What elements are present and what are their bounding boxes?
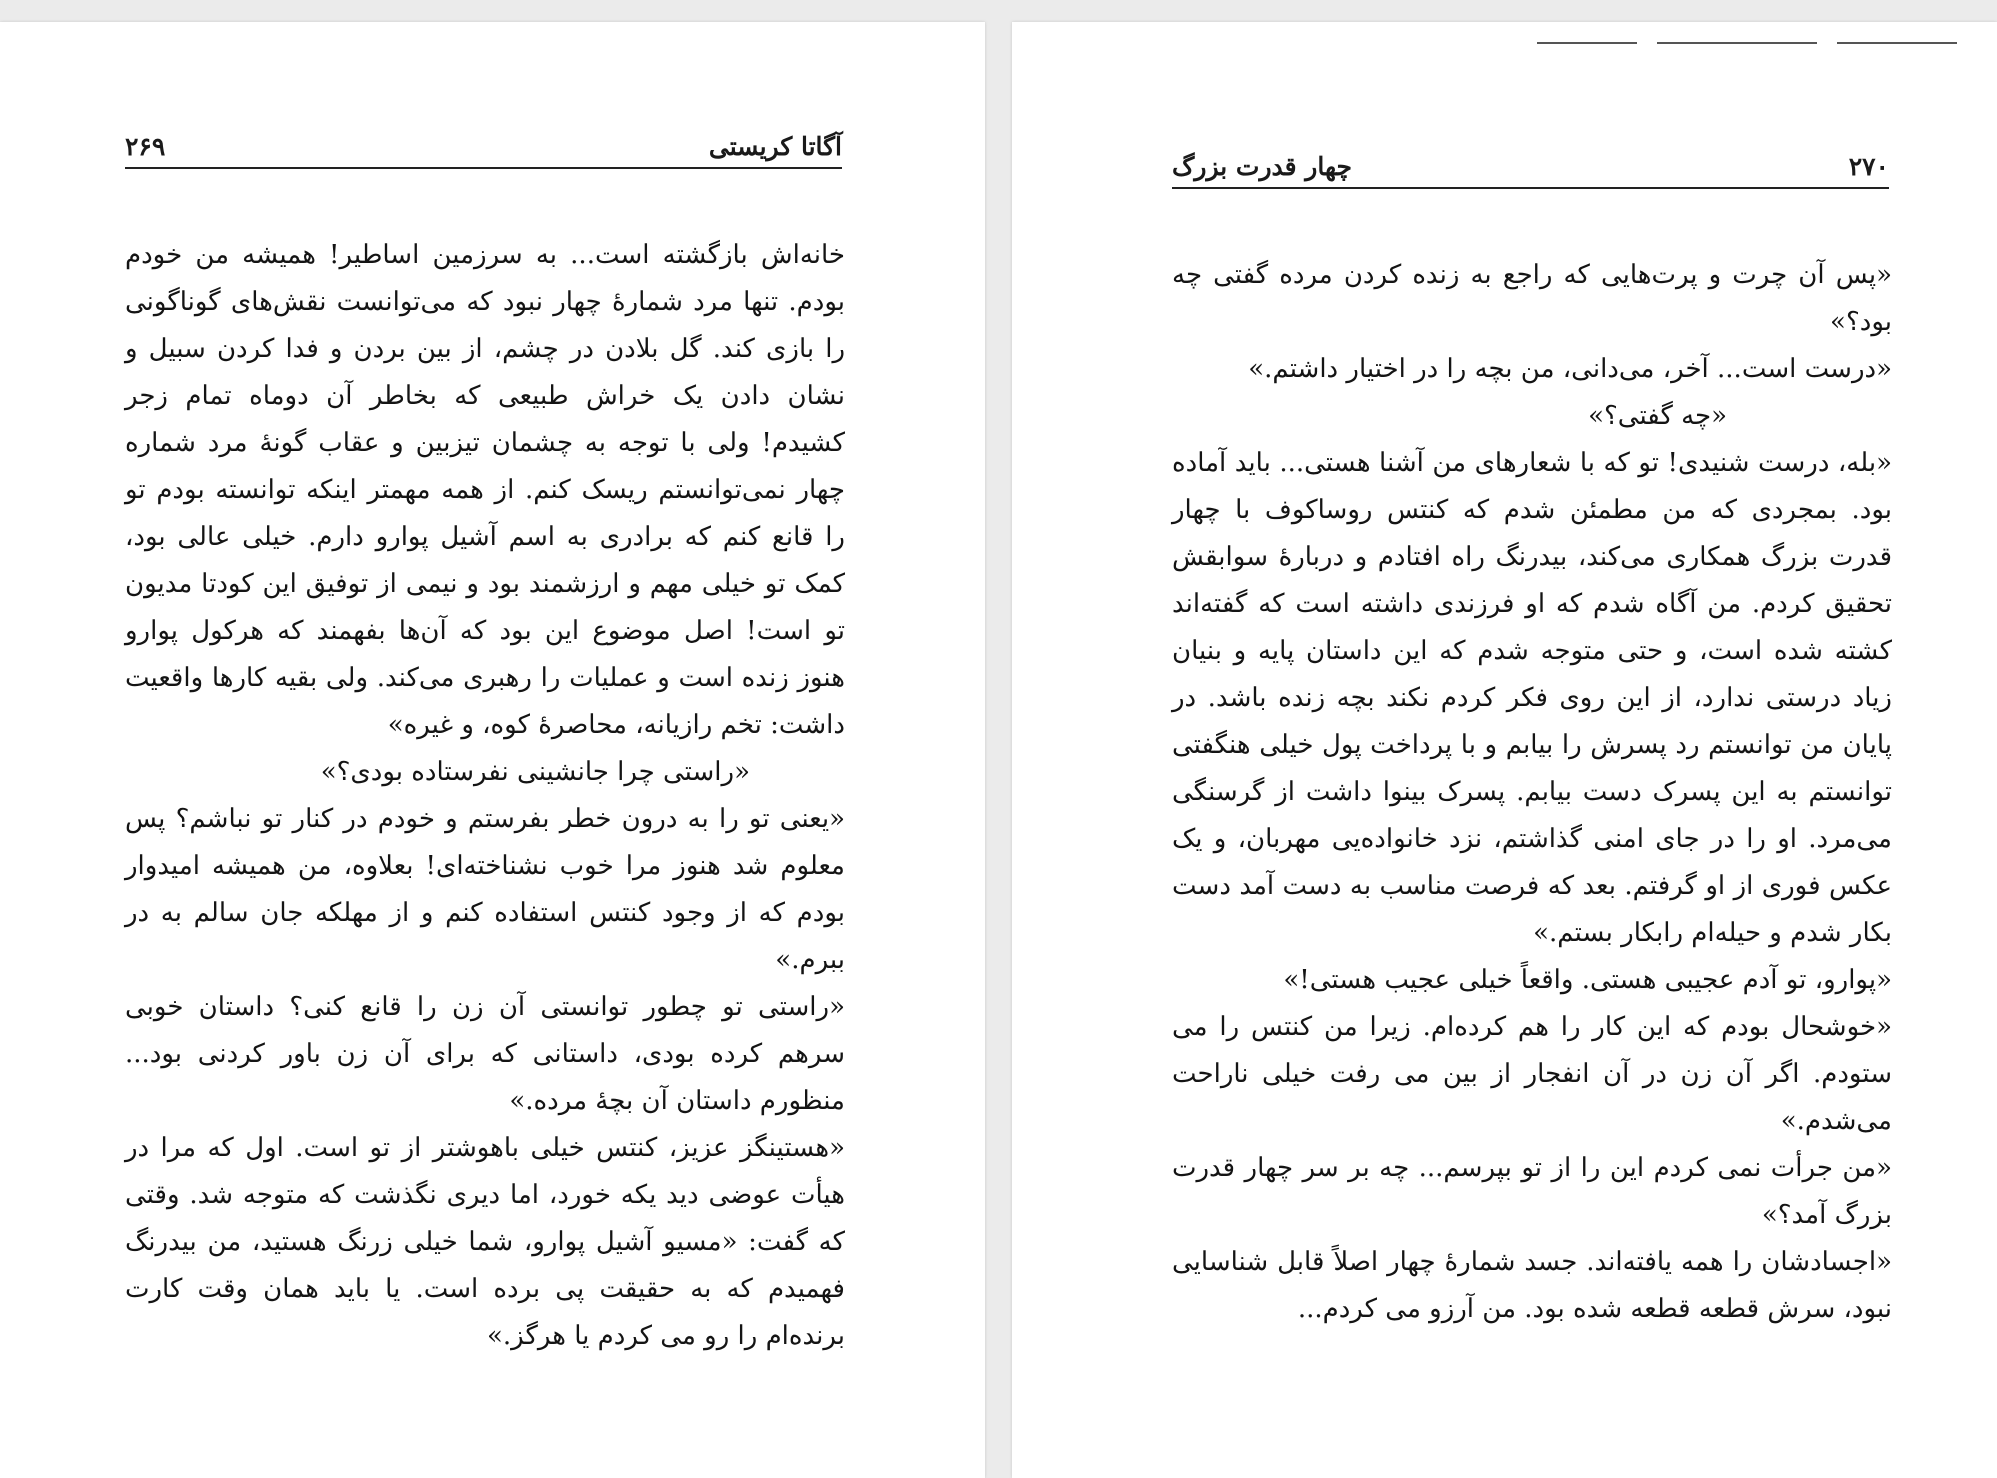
left-running-head: آگاتا کریستی: [708, 132, 842, 161]
left-page-number: ۲۶۹: [125, 132, 166, 161]
right-running-head: چهار قدرت بزرگ: [1172, 152, 1352, 181]
right-paragraph-8: «اجسادشان را همه یافته‌اند. جسد شمارهٔ چهار اصلاً قابل شناسایی نبود، سرش قطعه قطعه شده بود. من آرزو می کردم...: [1172, 1247, 1892, 1324]
left-paragraph-5: «هستینگز عزیز، کنتس خیلی باهوشتر از تو است. اول که مرا در هیأت عوضی دید یکه خورد، اما دیری نگذشت که متوجه شد. وقتی که گفت: «مسیو آشیل پوارو، شما خیلی زرنگ هستید، من بیدرنگ فهمیدم که به حقیقت پی برده است. یا باید همان وقت کارت برنده‌ام را رو می کردم یا هرگز.»: [125, 1133, 845, 1351]
right-paragraph-6: «خوشحال بودم که این کار را هم کرده‌ام. زیرا من کنتس را می ستودم. اگر آن زن در آن انفجار از بین می رفت خیلی ناراحت می‌شدم.»: [1172, 1012, 1892, 1136]
right-page: [1012, 22, 1997, 1478]
right-page-number: ۲۷۰: [1848, 152, 1889, 181]
right-paragraph-2: «درست است... آخر، می‌دانی، من بچه را در اختیار داشتم.»: [1248, 354, 1892, 384]
left-page: [0, 22, 985, 1478]
left-page-body: [125, 232, 845, 1360]
right-page-header: [1172, 152, 1889, 189]
right-page-body: [1172, 252, 1892, 1333]
top-decorative-rules: [1537, 42, 1957, 48]
left-page-header: [125, 132, 842, 169]
right-paragraph-4: «بله، درست شنیدی! تو که با شعارهای من آشنا هستی... باید آماده بود. بمجردی که من مطمئن شدم که کنتس روساکوف با چهار قدرت بزرگ همکاری می‌کند، بیدرنگ راه افتادم و دربارهٔ سوابقش تحقیق کردم. من آگاه شدم که او فرزندی داشته است که گفته‌اند کشته شده است، و حتی متوجه شدم که این داستان پایه و بنیان زیاد درستی ندارد، از این روی فکر کردم نکند بچه زنده باشد. در پایان من توانستم رد پسرش را بیابم و با پرداخت پول خیلی هنگفتی توانستم به این پسرک دست بیابم. پسرک بینوا داشت از گرسنگی می‌مرد. او را در جای امنی گذاشتم، نزد خانواده‌یی مهربان، و یک عکس فوری از او گرفتم. بعد که فرصت مناسب به دست آمد دست بکار شدم و حیله‌ام رابکار بستم.»: [1172, 448, 1892, 948]
left-paragraph-1: خانه‌اش بازگشته است... به سرزمین اساطیر! همیشه من خودم بودم. تنها مرد شمارهٔ چهار نبود که می‌توانست نقش‌های گوناگونی را بازی کند. گل بلادن در چشم، از بین بردن و فدا کردن سبیل و نشان دادن یک خراش طبیعی که بخاطر آن دوماه تمام زجر کشیدم! ولی با توجه به چشمان تیزبین و عقاب گونهٔ مرد شماره چهار نمی‌توانستم ریسک کنم. از همه مهمتر اینکه توانسته بودم تو را قانع کنم که برادری به اسم آشیل پوارو دارم. خیلی عالی بود، کمک تو خیلی مهم و ارزشمند بود و نیمی از توفیق این کودتا مدیون تو است! اصل موضوع این بود که آن‌ها بفهمند که هرکول پوارو هنوز زنده است و عملیات را رهبری می‌کند. ولی بقیه کارها واقعیت داشت: تخم رازیانه، محاصرهٔ کوه، و غیره»: [125, 240, 845, 740]
right-paragraph-1: «پس آن چرت و پرت‌هایی که راجع به زنده کردن مرده گفتی چه بود؟»: [1172, 260, 1892, 337]
left-paragraph-4: «راستی تو چطور توانستی آن زن را قانع کنی؟ داستان خوبی سرهم کرده بودی، داستانی که برای آن زن باور کردنی بود... منظورم داستان آن بچهٔ مرده.»: [125, 992, 845, 1116]
left-paragraph-3: «یعنی تو را به درون خطر بفرستم و خودم در کنار تو نباشم؟ پس معلوم شد هنوز مرا خوب نشناخته‌ای! بعلاوه، من همیشه امیدوار بودم که از وجود کنتس استفاده کنم و از مهلکه جان سالم به در ببرم.»: [125, 804, 845, 975]
right-paragraph-3: «چه گفتی؟»: [1588, 401, 1727, 431]
right-paragraph-7: «من جرأت نمی کردم این را از تو بپرسم... چه بر سر چهار قدرت بزرگ آمد؟»: [1172, 1153, 1892, 1230]
right-paragraph-5: «پوارو، تو آدم عجیبی هستی. واقعاً خیلی عجیب هستی!»: [1283, 965, 1892, 995]
left-paragraph-2: «راستی چرا جانشینی نفرستاده بودی؟»: [320, 757, 750, 787]
